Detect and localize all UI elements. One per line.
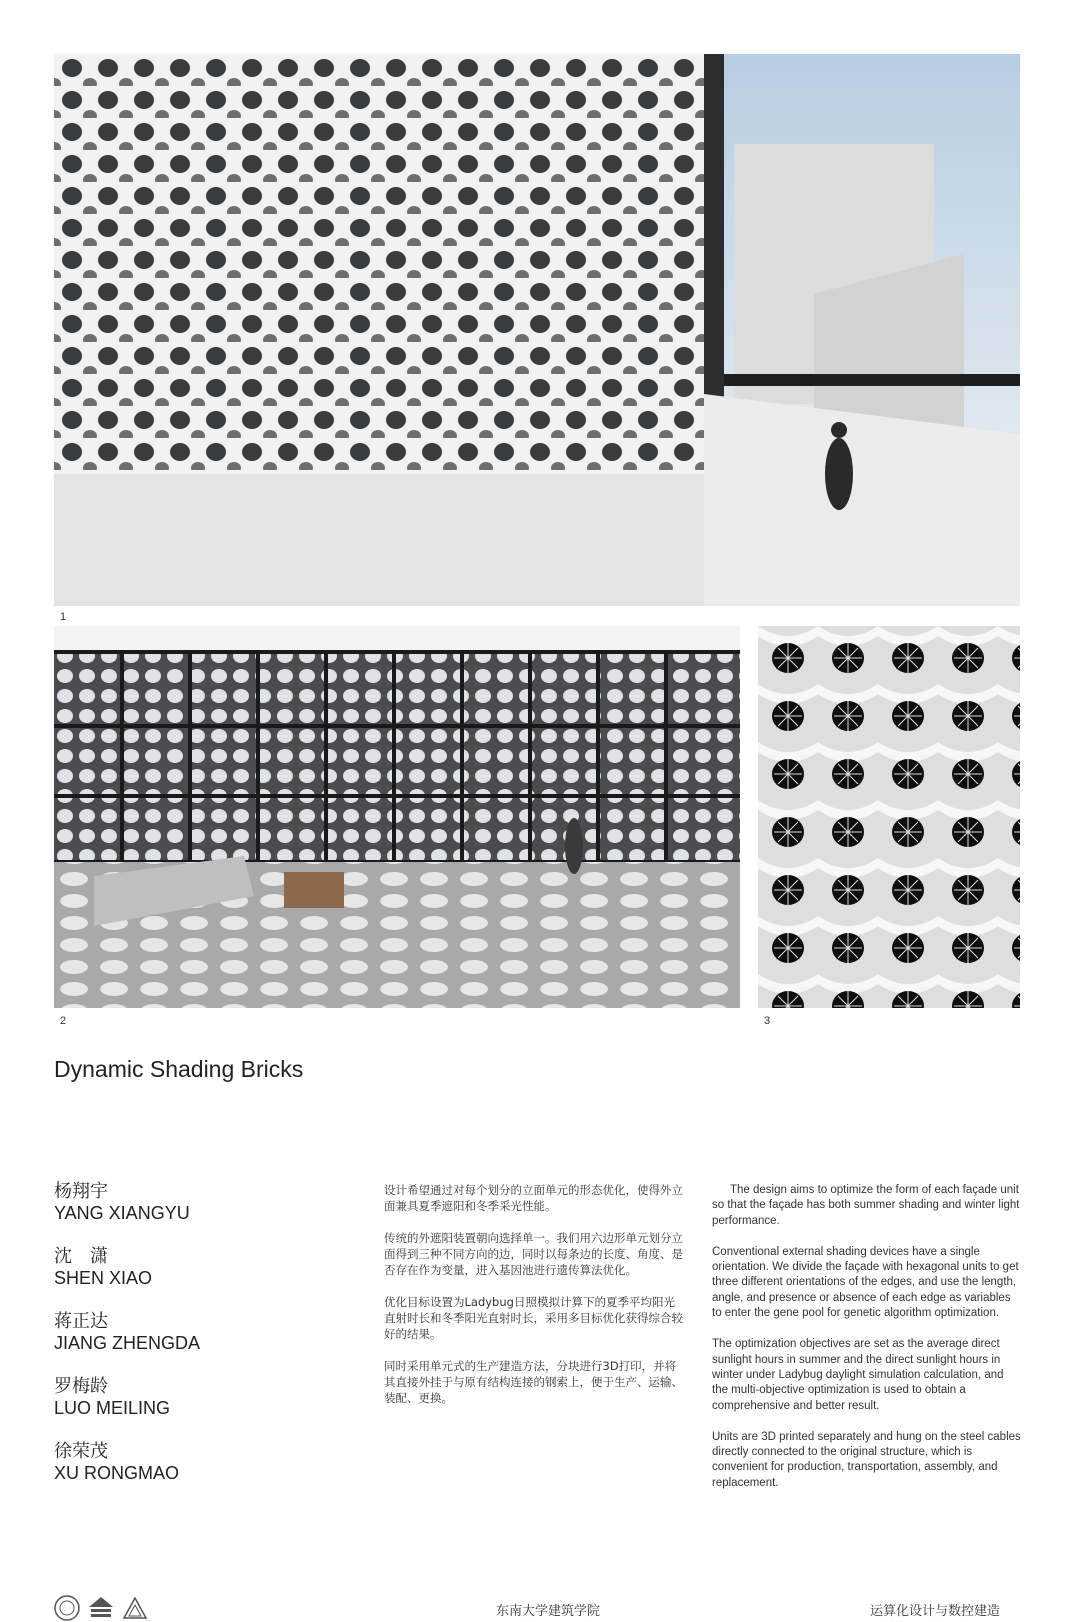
author-name-en: SHEN XIAO — [54, 1268, 153, 1288]
description-paragraph-en: Units are 3D printed separately and hung on the steel cables directly connected to the original structure, which is convenient for production, transportation, assembly, and replacement. — [712, 1430, 1021, 1489]
author-entry — [54, 1180, 314, 1224]
author-entry — [54, 1375, 314, 1419]
architecture-school-icon — [88, 1595, 114, 1621]
author-name-en: XU RONGMAO — [54, 1463, 180, 1483]
description-english — [712, 1183, 1022, 1507]
author-entry — [54, 1310, 314, 1354]
description-paragraph-en: The optimization objectives are set as the average direct sunlight hours in summer and the direct sunlight hours in winter under Ladybug daylight simulation calculation, and the multi-objective optimization is used to obtain a comprehensive and better result. — [712, 1338, 1004, 1412]
author-name-en: LUO MEILING — [54, 1398, 171, 1418]
description-paragraph-cn: 传统的外遮阳装置朝向选择单一。我们用六边形单元划分立面得到三种不同方向的边，同时以每条边的长度、角度、是否存在作为变量，进入基因池进行遗传算法优化。 — [384, 1231, 683, 1277]
author-name-cn: 罗梅龄 — [54, 1376, 108, 1396]
figure-2-image — [54, 626, 740, 1008]
description-paragraph-cn: 设计希望通过对每个划分的立面单元的形态优化，使得外立面兼具夏季遮阳和冬季采光性能。 — [384, 1183, 683, 1213]
author-entry — [54, 1245, 314, 1289]
description-chinese — [384, 1182, 684, 1422]
author-name-en: JIANG ZHENGDA — [54, 1333, 201, 1353]
project-title: Dynamic Shading Bricks — [54, 1056, 304, 1082]
author-name-cn: 杨翔宇 — [54, 1181, 108, 1201]
author-name-cn: 徐荣茂 — [54, 1441, 108, 1461]
figure-1-caption: 1 — [60, 611, 67, 623]
description-paragraph-en: The design aims to optimize the form of each façade unit so that the façade has both summer shading and winter light performance. — [712, 1184, 1020, 1227]
author-entry — [54, 1440, 314, 1484]
author-name-cn: 沈 潇 — [54, 1246, 108, 1266]
author-name-en: YANG XIANGYU — [54, 1203, 190, 1223]
figure-3-caption: 3 — [764, 1015, 771, 1027]
figure-1-image — [54, 54, 1020, 606]
author-list — [54, 1180, 314, 1505]
author-name-cn: 蒋正达 — [54, 1311, 108, 1331]
description-paragraph-cn: 同时采用单元式的生产建造方法，分块进行3D打印，并将其直接外挂于与原有结构连接的钢索上，便于生产、运输、装配、更换。 — [384, 1359, 683, 1405]
figure-2-caption: 2 — [60, 1015, 67, 1027]
footer-course: 运算化设计与数控建造 — [870, 1604, 1001, 1619]
figure-3-image — [758, 626, 1020, 1008]
description-paragraph-en: Conventional external shading devices have a single orientation. We divide the façade with hexagonal units to get three different orientations of the edges, and use the length, angle, and presence or absence of each edge as variables to enter the gene pool for genetic algorithm optimization. — [712, 1245, 1019, 1320]
triangle-logo-icon — [122, 1595, 148, 1621]
description-paragraph-cn: 优化目标设置为Ladybug日照模拟计算下的夏季平均阳光直射时长和冬季阳光直射时长，采用多目标优化获得综合较好的结果。 — [384, 1295, 683, 1341]
seu-seal-icon — [54, 1595, 80, 1621]
footer-logos — [54, 1594, 148, 1622]
footer-institution: 东南大学建筑学院 — [496, 1604, 601, 1619]
